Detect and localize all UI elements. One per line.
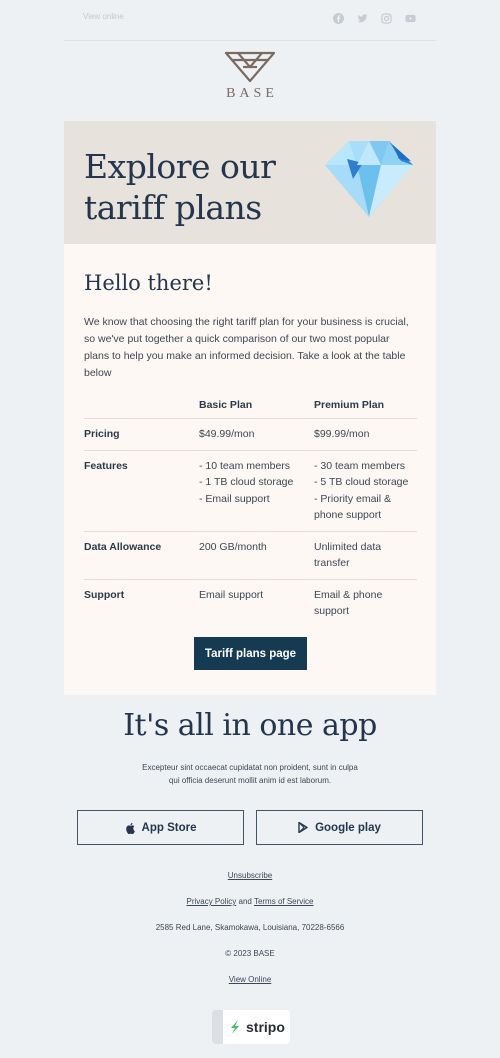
hero-banner (64, 121, 436, 244)
row-label: Pricing (84, 419, 199, 451)
top-bar (64, 0, 436, 41)
copyright-text: © 2023 BASE (225, 949, 275, 958)
legal-and-text: and (236, 897, 254, 906)
youtube-icon[interactable] (405, 13, 416, 24)
cell-line: Email support (199, 588, 264, 601)
premium-cell (314, 579, 417, 627)
facebook-icon[interactable] (333, 13, 344, 24)
premium-cell (314, 531, 417, 579)
basic-cell (199, 419, 314, 451)
table-row (84, 419, 417, 451)
app-description: Excepteur sint occaecat cupidatat non proident, sunt in culpa qui officia deserunt mollit anim id est laborum. (142, 763, 358, 785)
cell-line: Email & phone support (314, 588, 383, 617)
premium-cell (314, 450, 417, 531)
app-store-button[interactable] (77, 810, 244, 845)
app-heading: It's all in one app (123, 708, 377, 743)
stripo-badge-side (212, 1010, 223, 1044)
google-play-icon (298, 822, 308, 833)
view-online-footer-link[interactable]: View Online (228, 975, 272, 984)
comparison-table (84, 394, 417, 627)
basic-cell (199, 531, 314, 579)
hero-title-line1: Explore our (84, 147, 276, 186)
diamond-icon (323, 135, 415, 219)
basic-cell (199, 450, 314, 531)
unsubscribe-row (0, 871, 500, 880)
cell-line: - 1 TB cloud storage (199, 476, 294, 488)
instagram-icon[interactable] (381, 13, 392, 24)
hero-title (84, 146, 275, 228)
premium-cell (314, 419, 417, 451)
terms-of-service-link[interactable]: Terms of Service (253, 897, 314, 906)
content-card (64, 244, 436, 695)
stripo-logo-icon (228, 1019, 242, 1035)
legal-links (0, 897, 500, 906)
basic-cell (199, 579, 314, 627)
address-text: 2585 Red Lane, Skamokawa, Louisiana, 70228-6566 (155, 923, 345, 932)
intro-paragraph: We know that choosing the right tariff plan for your business is crucial, so we've put together a quick comparison of our two most popular plans to help you make an informed decision. Take a look at the table below (84, 316, 409, 379)
google-play-button[interactable] (256, 810, 423, 845)
cell-line: - Priority email & phone support (314, 492, 392, 521)
app-store-label: App Store (141, 821, 197, 834)
cell-line: - 30 team members (314, 459, 406, 472)
view-online-link[interactable]: View online (83, 12, 124, 21)
row-label: Features (84, 450, 199, 531)
tariff-plans-button[interactable]: Tariff plans page (194, 637, 307, 670)
table-row (84, 579, 417, 627)
google-play-label: Google play (315, 821, 381, 834)
stripo-wordmark: stripo (246, 1019, 285, 1035)
apple-icon (125, 822, 135, 834)
cell-line: $99.99/mon (314, 428, 370, 440)
brand-name: BASE (226, 86, 278, 101)
twitter-icon[interactable] (357, 13, 368, 24)
greeting-heading: Hello there! (84, 271, 213, 295)
view-online-footer-row (0, 975, 500, 984)
cell-line: - 5 TB cloud storage (314, 476, 409, 488)
hero-title-line2: tariff plans (84, 188, 262, 227)
unsubscribe-link[interactable]: Unsubscribe (227, 871, 273, 880)
row-label: Data Allowance (84, 531, 199, 579)
social-links (333, 13, 416, 24)
table-row (84, 450, 417, 531)
cell-line: Unlimited data transfer (314, 540, 382, 569)
logo-mark-icon (223, 50, 277, 84)
cell-line: 200 GB/month (199, 540, 267, 553)
brand-logo[interactable] (0, 50, 500, 102)
privacy-policy-link[interactable]: Privacy Policy (186, 897, 237, 906)
cell-line: - Email support (199, 492, 270, 505)
table-header-basic: Basic Plan (199, 399, 253, 411)
table-header-premium: Premium Plan (314, 399, 385, 411)
table-row (84, 531, 417, 579)
cell-line: - 10 team members (199, 459, 291, 472)
table-header-empty (84, 394, 199, 419)
cell-line: $49.99/mon (199, 428, 255, 440)
row-label: Support (84, 579, 199, 627)
table-header-row (84, 394, 417, 419)
stripo-badge[interactable] (212, 1010, 290, 1044)
